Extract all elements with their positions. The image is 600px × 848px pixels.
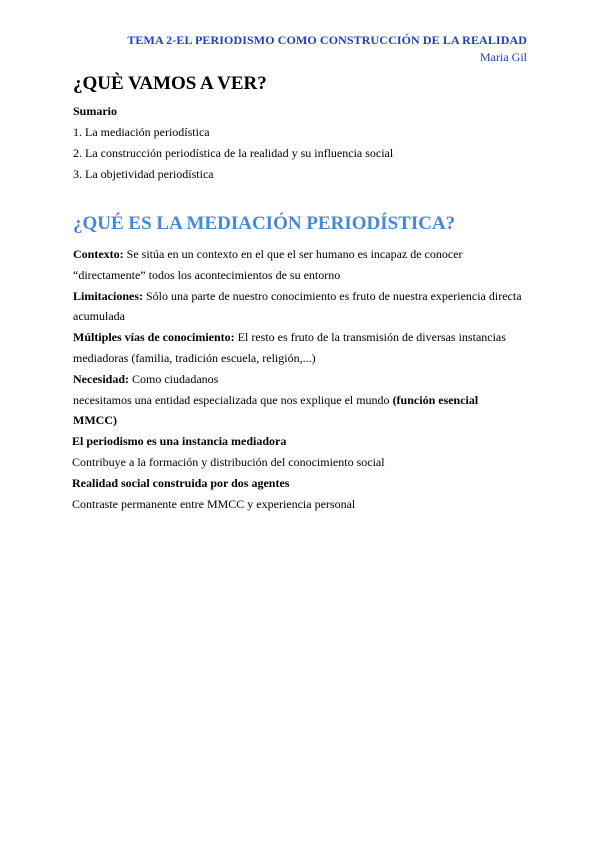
sumario-item-3: 3. La objetividad periodística — [73, 167, 214, 181]
periodismo-heading-line — [72, 434, 286, 448]
sumario-label — [73, 104, 117, 118]
section-heading-que-vamos-a-ver: ¿QUÈ VAMOS A VER? — [73, 73, 267, 94]
periodismo-heading: El periodismo es una instancia mediadora — [72, 434, 287, 448]
limitaciones-text-1: Sólo una parte de nuestro conocimiento es fruto de nuestra experiencia directa — [143, 289, 522, 303]
multiples-line-1 — [73, 330, 506, 344]
limitaciones-label: Limitaciones: — [73, 289, 143, 303]
contexto-line-2: “directamente” todos los acontecimientos de su entorno — [73, 268, 341, 282]
contexto-text-1: Se sitúa en un contexto en el que el ser humano es incapaz de conocer — [123, 247, 463, 261]
header-title: TEMA 2-EL PERIODISMO COMO CONSTRUCCIÓN DE LA REALIDAD — [127, 33, 527, 47]
section-heading-mediacion: ¿QUÉ ES LA MEDIACIÓN PERIODÍSTICA? — [73, 213, 456, 234]
necesidad-line-2 — [73, 393, 478, 407]
multiples-label: Múltiples vías de conocimiento: — [73, 330, 235, 344]
multiples-text-1: El resto es fruto de la transmisión de diversas instancias — [234, 330, 506, 344]
necesidad-bold-3: MMCC) — [73, 413, 117, 427]
realidad-heading: Realidad social construida por dos agentes — [72, 476, 290, 490]
necesidad-line-1 — [73, 372, 218, 386]
necesidad-text-1: Como ciudadanos — [129, 372, 219, 386]
limitaciones-line-1 — [73, 289, 522, 303]
necesidad-line-3 — [73, 413, 117, 427]
necesidad-text-2: necesitamos una entidad especializada que nos explique el mundo — [73, 393, 393, 407]
realidad-text: Contraste permanente entre MMCC y experiencia personal — [72, 497, 356, 511]
sumario-item-1: 1. La mediación periodística — [73, 125, 210, 139]
sumario-label-text: Sumario — [73, 104, 118, 118]
realidad-heading-line — [72, 476, 289, 490]
sumario-item-2: 2. La construcción periodística de la realidad y su influencia social — [73, 146, 394, 160]
necesidad-bold-2: (función esencial — [392, 393, 479, 407]
contexto-label: Contexto: — [73, 247, 124, 261]
contexto-line-1 — [73, 247, 463, 261]
necesidad-label: Necesidad: — [73, 372, 129, 386]
header-author: Maria Gil — [480, 50, 527, 64]
periodismo-text: Contribuye a la formación y distribución del conocimiento social — [72, 455, 385, 469]
multiples-line-2: mediadoras (familia, tradición escuela, religión,...) — [73, 351, 316, 365]
limitaciones-line-2: acumulada — [73, 309, 125, 323]
